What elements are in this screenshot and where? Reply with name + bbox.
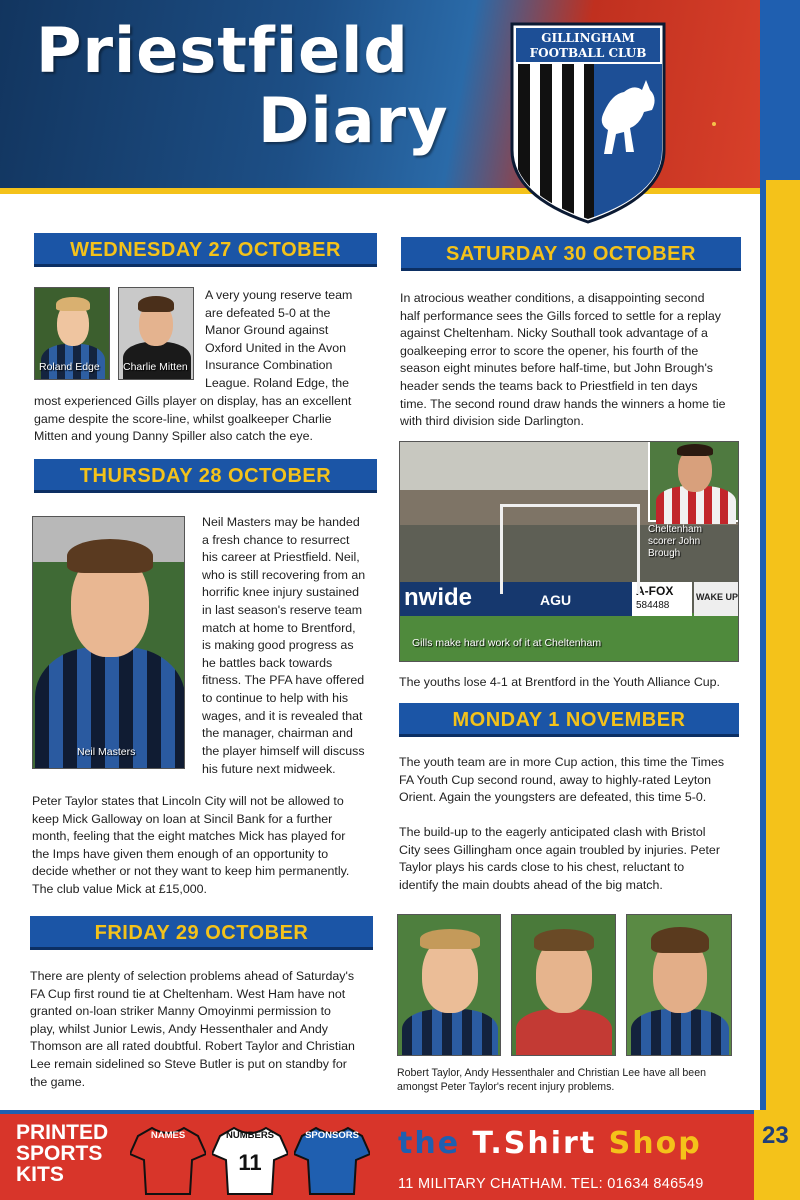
text-line: in last season's reserve team — [202, 603, 363, 618]
text-line: fitness. The PFA have offered — [202, 673, 365, 688]
shop-name-the: the — [398, 1126, 461, 1161]
text-line: who is still recovering from an — [202, 567, 366, 582]
photo-caption: Roland Edge — [39, 361, 100, 373]
inset-caption — [648, 524, 702, 560]
text-line: most experienced Gills player on display, has an excellent — [34, 394, 352, 408]
shirt-number: 11 — [238, 1150, 262, 1175]
photo-caption: Charlie Mitten — [123, 361, 188, 373]
text-line: FA Cup first round tie at Cheltenham. West Ham have not — [30, 986, 346, 1001]
banner-blue-rule — [0, 1110, 800, 1114]
section-heading-saturday: SATURDAY 30 OCTOBER — [401, 237, 741, 271]
crest-text-line1: GILLINGHAM — [541, 31, 635, 45]
shop-name-tshirt: T.Shirt — [472, 1126, 597, 1161]
caption-line: Brough — [648, 548, 681, 559]
advertising-hoarding — [694, 582, 739, 616]
text-line: There are plenty of selection problems ahead of Saturday's — [30, 969, 355, 983]
text-line: Peter Taylor states that Lincoln City will not be allowed to — [32, 794, 344, 808]
text-line: goalkeeping error to score the opener, his fourth of the — [400, 343, 699, 358]
text-line: identify the main doubts ahead of the big match. — [399, 877, 663, 892]
text-line: is making good progress as — [202, 638, 354, 653]
injury-photos-caption — [397, 1066, 749, 1095]
caption-line: scorer John — [648, 536, 701, 547]
text-line: the player himself will discuss — [202, 743, 365, 758]
text-line: Taylor plays his cards close to his chest, reluctant to — [399, 860, 685, 875]
text-line: Robert Taylor, Andy Hessenthaler and Christian Lee have all been — [397, 1067, 706, 1079]
advert-text-line: KITS — [16, 1163, 64, 1186]
names-label: NAMES — [150, 1130, 186, 1141]
photo-andy-hessenthaler — [511, 914, 616, 1056]
monday-text-para2 — [399, 824, 751, 894]
text-line: the manager, chairman and — [202, 726, 353, 741]
crest-text-line2: FOOTBALL CLUB — [529, 46, 647, 60]
text-line: Lee remain sidelined so Steve Butler is put on standby for — [30, 1057, 347, 1072]
text-line: Thomson are all rated doubtful. Robert Taylor and Christian — [30, 1039, 355, 1054]
text-line: the Imps have given them enough of an opportunity to — [32, 846, 329, 861]
hoarding-text: 584488 — [636, 600, 670, 611]
hoarding-text: AGU — [540, 592, 572, 608]
text-line: with third division side Darlington. — [400, 414, 584, 429]
decorative-dot — [712, 122, 716, 126]
friday-text — [30, 968, 385, 1091]
advert-text-line: SPORTS — [16, 1142, 103, 1165]
photo-roland-edge — [34, 287, 110, 380]
text-line: against Cheltenham. Nicky Southall took advantage of a — [400, 326, 708, 341]
player-hair — [420, 929, 480, 949]
caption-line: Cheltenham — [648, 524, 702, 535]
page-number: 23 — [762, 1122, 789, 1149]
text-line: a fresh chance to resurrect — [202, 532, 350, 547]
player-hair — [677, 444, 713, 456]
player-hair — [651, 927, 709, 953]
player-shirt — [631, 1009, 729, 1056]
goal-net — [500, 504, 640, 594]
player-hair — [534, 929, 594, 951]
text-line: game despite the score-line, whilst goalkeeper Charlie — [34, 411, 332, 426]
sponsors-label: SPONSORS — [305, 1130, 359, 1141]
text-line: Orient. Again the youngsters are defeated, this time 5-0. — [399, 790, 707, 805]
photo-caption: Gills make hard work of it at Cheltenham — [412, 637, 602, 649]
thursday-text-wrap — [202, 514, 382, 778]
player-hair — [67, 539, 153, 573]
text-line: FA Youth Cup second round, away to highly-rated Leyton — [399, 772, 712, 787]
text-line: horrific knee injury sustained — [202, 585, 360, 600]
text-line: League. Roland Edge, the — [205, 376, 349, 391]
shop-address: 11 MILITARY CHATHAM. TEL: 01634 846549 — [398, 1176, 704, 1192]
photo-robert-taylor — [397, 914, 501, 1056]
section-heading-friday: FRIDAY 29 OCTOBER — [30, 916, 373, 950]
section-heading-wednesday: WEDNESDAY 27 OCTOBER — [34, 233, 377, 267]
wednesday-text-wrap — [205, 287, 380, 393]
text-line: Neil Masters may be handed — [202, 515, 360, 529]
advertising-hoarding — [632, 582, 692, 616]
page-title-line2: Diary — [258, 84, 449, 157]
text-line: Manor Ground against — [205, 323, 329, 338]
text-line: are defeated 5-0 at the — [205, 305, 331, 320]
hoarding-text: nwide — [404, 584, 473, 611]
text-line: Insurance Combination — [205, 358, 333, 373]
text-line: month, feeling that the eight matches Mick has played for — [32, 829, 346, 844]
text-line: to continue to help with his — [202, 691, 349, 706]
hoarding-text: WAKE UP — [696, 592, 739, 602]
text-line: The build-up to the eagerly anticipated clash with Bristol — [399, 825, 706, 839]
text-line: match at home to Brentford, — [202, 620, 356, 635]
right-edge-strip — [760, 0, 800, 1110]
text-line: header sends the teams back to Priestfield in ten days — [400, 379, 698, 394]
hoarding-text: A-FOX — [636, 584, 674, 598]
numbers-label: NUMBERS — [225, 1130, 275, 1141]
text-line: half performance sees the Gills forced to settle for a replay — [400, 308, 721, 323]
player-shirt — [402, 1009, 498, 1056]
text-line: City sees Gillingham once again troubled by injuries. Peter — [399, 842, 720, 857]
shop-name-shop: Shop — [608, 1126, 702, 1161]
text-line: season eight minutes before half-time, but John Brough's — [400, 361, 714, 376]
text-line: his future next midweek. — [202, 761, 336, 776]
text-line: The club value Mick at £15,000. — [32, 882, 207, 897]
player-hair — [56, 297, 90, 311]
text-line: time. The second round draw hands the winners a home tie — [400, 396, 726, 411]
text-line: his career at Priestfield. Neil, — [202, 550, 360, 565]
player-hair — [138, 296, 174, 312]
text-line: amongst Peter Taylor's recent injury problems. — [397, 1081, 615, 1094]
thursday-text-full — [32, 793, 384, 899]
text-line: keep Mick Galloway on loan at Sincil Bank for a further — [32, 811, 333, 826]
text-line: A very young reserve team — [205, 288, 353, 302]
text-line: granted on-loan striker Manny Omoyinmi permission to — [30, 1004, 331, 1019]
section-heading-monday: MONDAY 1 NOVEMBER — [399, 703, 739, 737]
section-heading-thursday: THURSDAY 28 OCTOBER — [34, 459, 377, 493]
saturday-text — [400, 290, 752, 431]
text-line: Mitten and young Danny Spiller also catch the eye. — [34, 429, 313, 444]
inset-photo-john-brough — [648, 442, 739, 522]
photo-match-cheltenham — [399, 441, 739, 662]
page-title-line1: Priestfield — [36, 14, 409, 87]
text-line: The youth team are in more Cup action, this time the Times — [399, 755, 725, 769]
text-line: the game. — [30, 1074, 86, 1089]
advert-text-line: PRINTED — [16, 1121, 109, 1144]
text-line: In atrocious weather conditions, a disappointing second — [400, 291, 705, 305]
text-line: he battles back towards — [202, 655, 333, 670]
text-line: wages, and it is revealed that — [202, 708, 363, 723]
player-shirt — [516, 1009, 612, 1056]
printed-sports-kits-text — [16, 1122, 108, 1185]
photo-charlie-mitten — [118, 287, 194, 380]
text-line: decide whether or not they want to keep him permanently. — [32, 864, 350, 879]
tshirt-shop-name — [398, 1126, 702, 1161]
wednesday-text-full — [34, 393, 384, 446]
photo-caption: Neil Masters — [77, 746, 136, 758]
photo-neil-masters — [32, 516, 185, 769]
photo-christian-lee — [626, 914, 732, 1056]
text-line: play, whilst Junior Lewis, Andy Hessenthaler and Andy — [30, 1021, 328, 1036]
monday-text-para1 — [399, 754, 751, 807]
text-line: Oxford United in the Avon — [205, 340, 346, 355]
saturday-youth-result: The youths lose 4-1 at Brentford in the Youth Alliance Cup. — [399, 675, 720, 689]
gillingham-crest-icon — [508, 20, 668, 226]
yellow-edge-strip — [766, 180, 800, 1110]
